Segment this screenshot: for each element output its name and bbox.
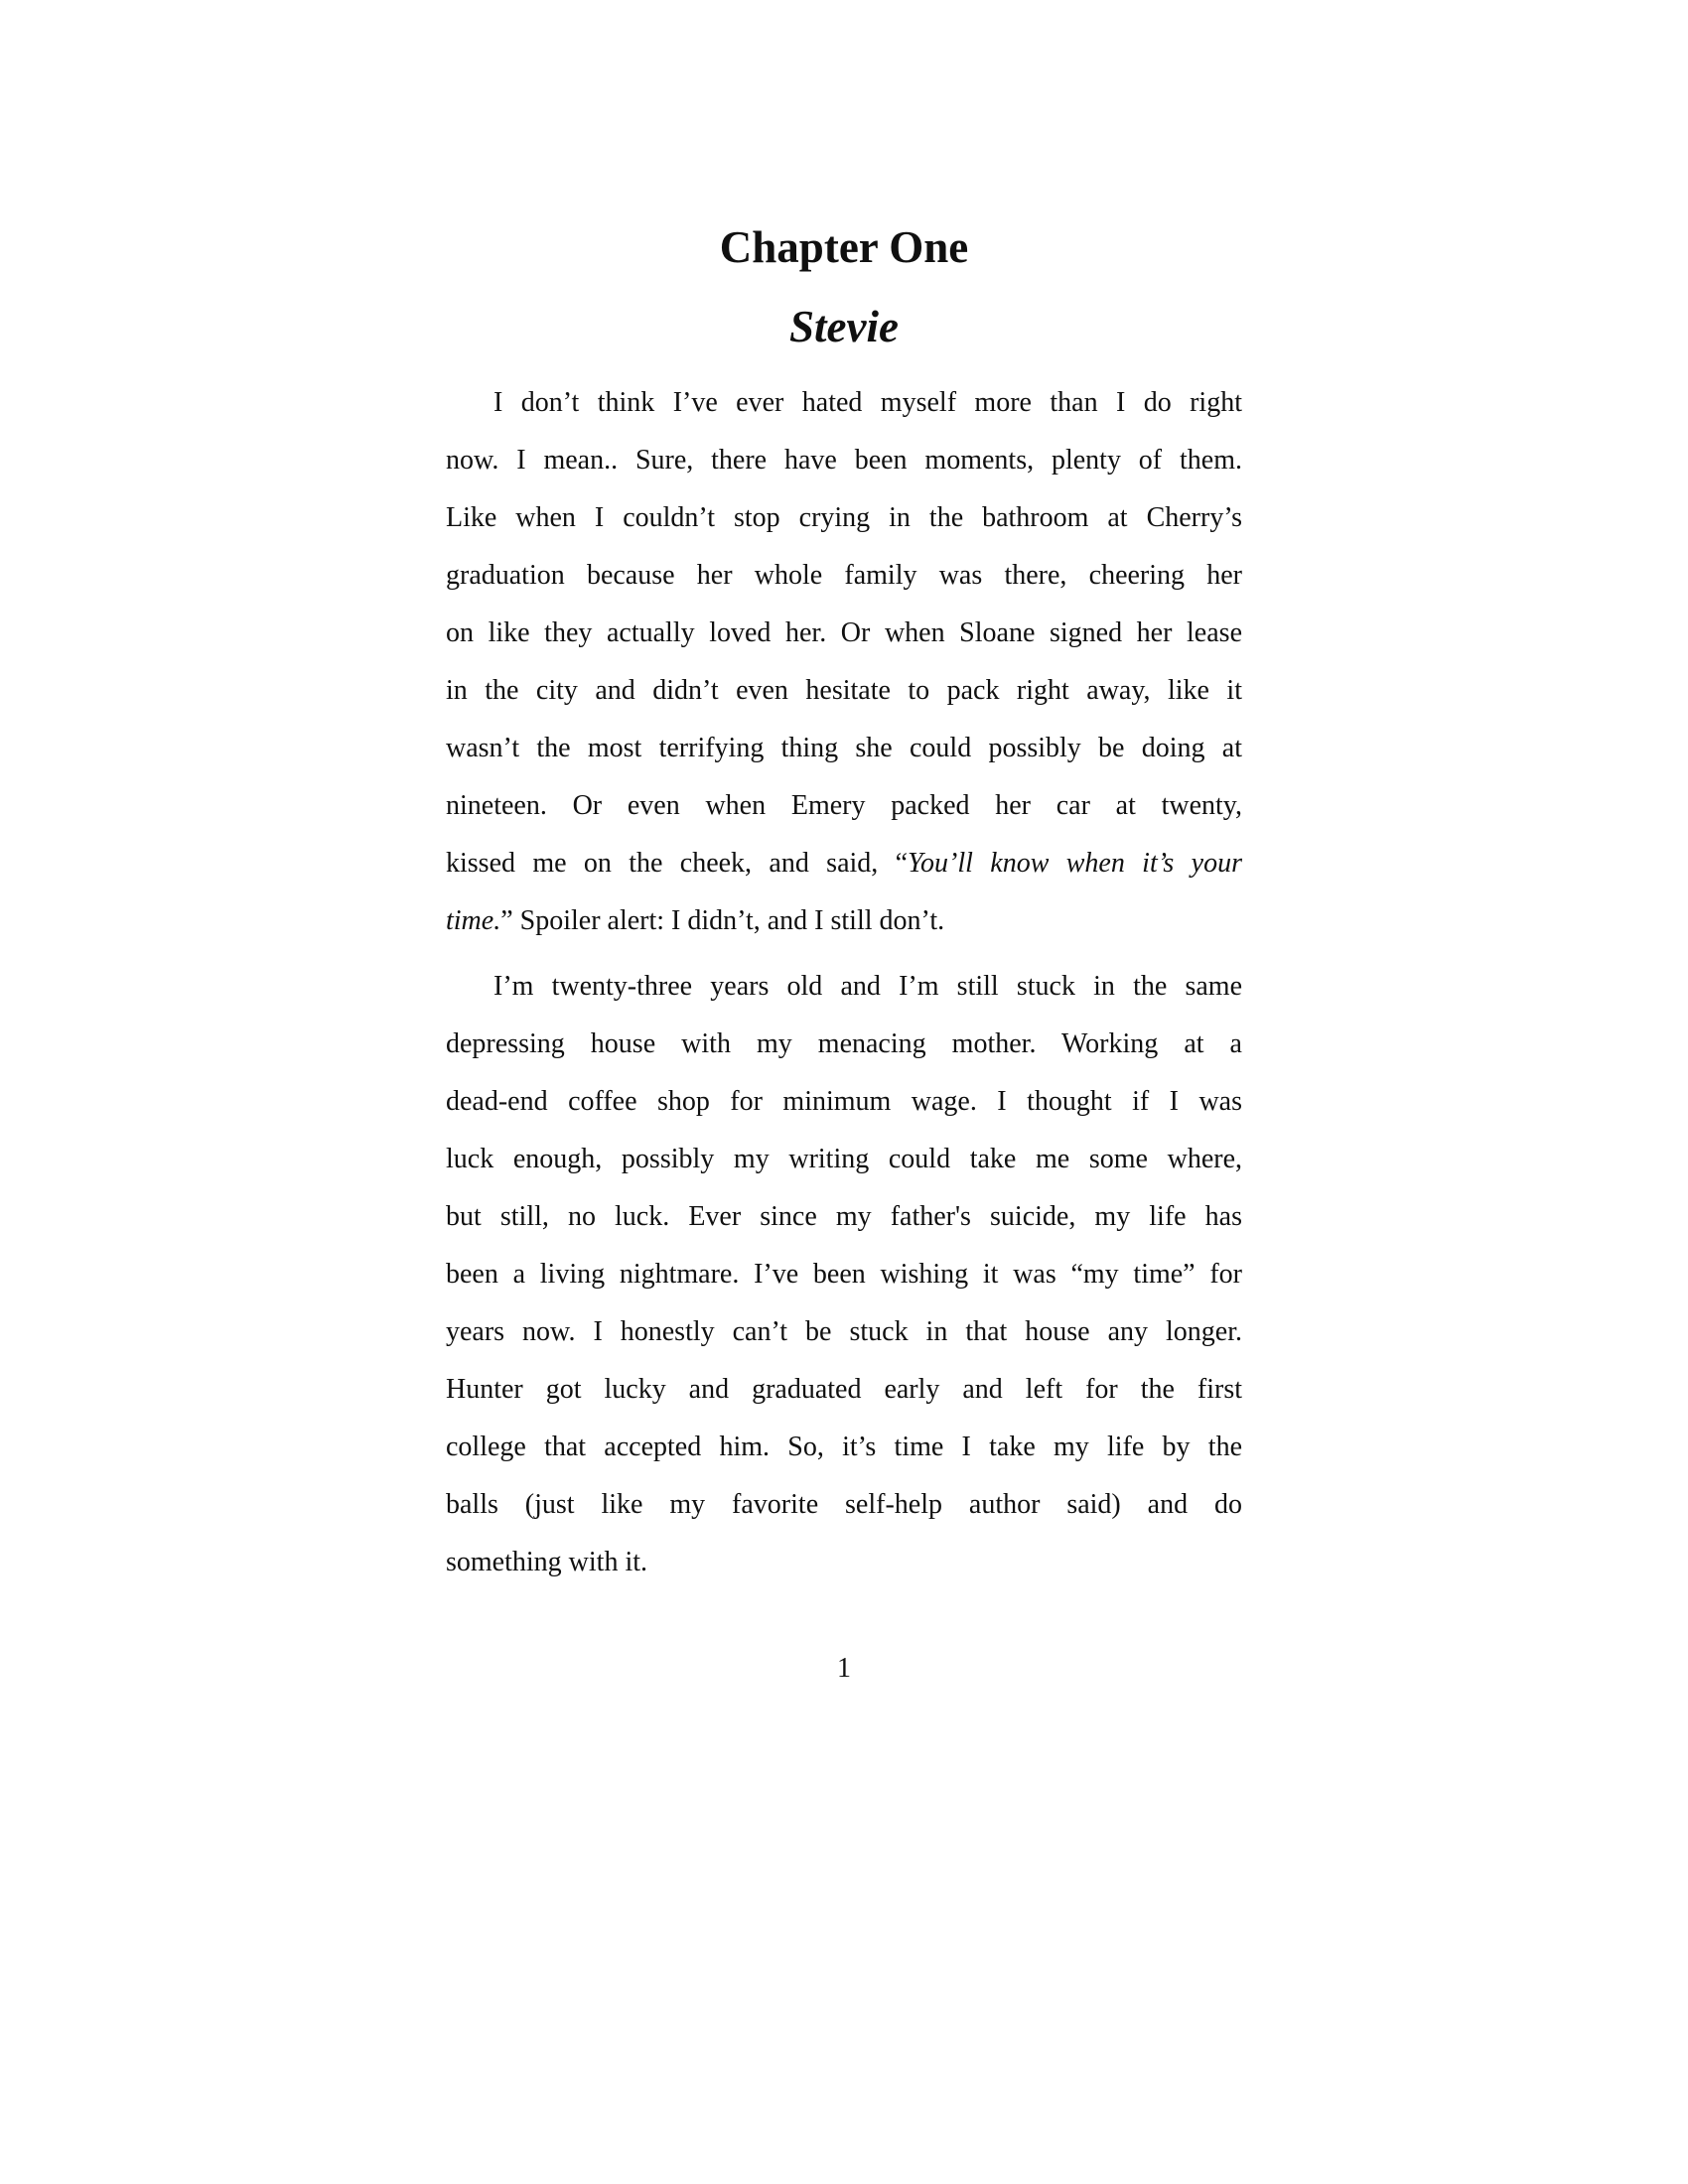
text-segment: luck enough, possibly my writing could take me some where, — [446, 1144, 1242, 1174]
body-line — [446, 489, 1242, 547]
text-segment: Like when I couldn’t stop crying in the bathroom at Cherry’s — [446, 502, 1242, 533]
text-segment: depressing house with my menacing mother. Working at a — [446, 1028, 1242, 1059]
text-segment: Hunter got lucky and graduated early and left for the first — [446, 1374, 1242, 1405]
body-line — [446, 1131, 1242, 1188]
text-segment: I’m twenty-three years old and I’m still stuck in the same — [493, 971, 1242, 1002]
page-number: 1 — [837, 1653, 851, 1684]
italic-text-segment: You’ll know when it’s your — [908, 848, 1242, 879]
body-line — [446, 720, 1242, 777]
text-segment: now. I mean.. Sure, there have been moments, plenty of them. — [446, 445, 1242, 476]
text-segment: in the city and didn’t even hesitate to pack right away, like it — [446, 675, 1242, 706]
text-segment: but still, no luck. Ever since my father's suicide, my life has — [446, 1201, 1242, 1232]
text-segment: kissed me on the cheek, and said, “ — [446, 848, 909, 879]
body-line — [446, 1303, 1242, 1361]
body-line — [446, 662, 1242, 720]
body-line — [446, 1188, 1242, 1246]
body-line — [446, 958, 1242, 1016]
text-segment: nineteen. Or even when Emery packed her car at twenty, — [446, 790, 1242, 821]
body-line — [446, 1246, 1242, 1303]
text-segment: college that accepted him. So, it’s time I take my life by the — [446, 1432, 1242, 1462]
chapter-title: Chapter One — [719, 222, 969, 272]
italic-text-segment: time. — [446, 905, 501, 936]
body-line — [446, 892, 1242, 950]
body-paragraph — [446, 958, 1242, 1591]
text-segment: dead-end coffee shop for minimum wage. I thought if I was — [446, 1086, 1242, 1117]
body-line — [446, 835, 1242, 892]
body-line — [446, 777, 1242, 835]
body-line — [446, 432, 1242, 489]
body-line — [446, 547, 1242, 605]
text-segment: years now. I honestly can’t be stuck in that house any longer. — [446, 1316, 1242, 1347]
body-text — [446, 374, 1242, 1591]
text-segment: something with it. — [446, 1547, 647, 1577]
text-segment: I don’t think I’ve ever hated myself more than I do right — [493, 387, 1242, 418]
text-segment: ” Spoiler alert: I didn’t, and I still don’t. — [500, 905, 945, 936]
body-line — [446, 1361, 1242, 1419]
body-line — [446, 1534, 1242, 1591]
body-line — [446, 605, 1242, 662]
body-line — [446, 1073, 1242, 1131]
body-line — [446, 374, 1242, 432]
chapter-subtitle: Stevie — [789, 302, 899, 351]
body-line — [446, 1419, 1242, 1476]
text-segment: on like they actually loved her. Or when Sloane signed her lease — [446, 617, 1242, 648]
body-line — [446, 1016, 1242, 1073]
text-segment: wasn’t the most terrifying thing she could possibly be doing at — [446, 733, 1242, 763]
text-segment: graduation because her whole family was there, cheering her — [446, 560, 1242, 591]
text-segment: been a living nightmare. I’ve been wishing it was “my time” for — [446, 1259, 1242, 1290]
body-line — [446, 1476, 1242, 1534]
text-segment: balls (just like my favorite self-help author said) and do — [446, 1489, 1242, 1520]
body-paragraph — [446, 374, 1242, 950]
